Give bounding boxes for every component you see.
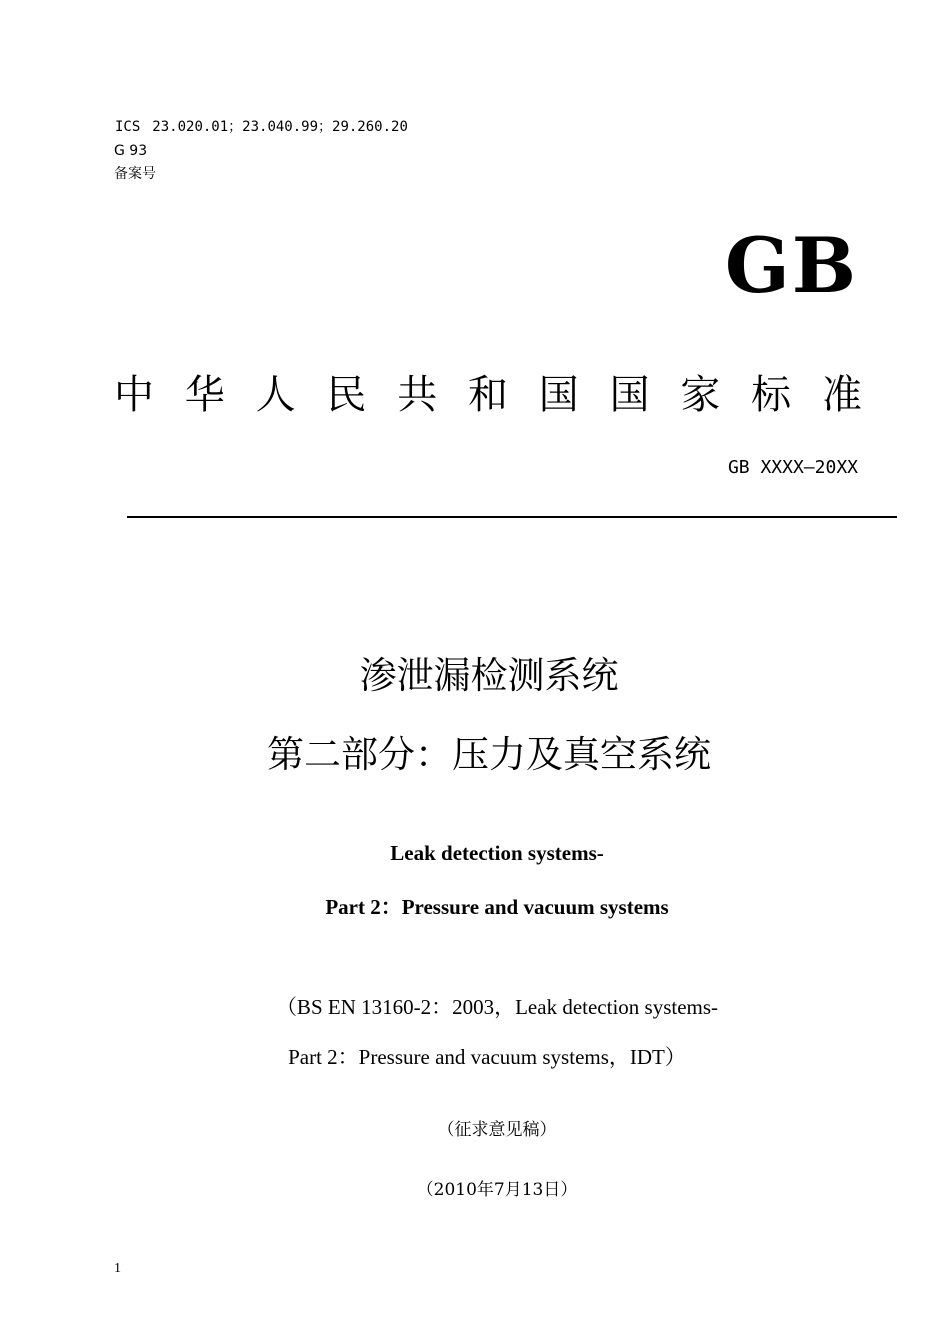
ccs-code: G 93 xyxy=(114,143,148,159)
national-title-char: 民 xyxy=(326,372,367,418)
header-divider xyxy=(127,516,897,518)
adoption-statement-line-2: Part 2：Pressure and vacuum systems，IDT） xyxy=(288,1045,686,1069)
national-title-char: 和 xyxy=(467,372,508,418)
national-title-char: 准 xyxy=(821,372,862,418)
national-title-char: 人 xyxy=(255,372,296,418)
national-title-char: 共 xyxy=(397,372,438,418)
ics-codes: 23.020.01；23.040.99；29.260.20 xyxy=(152,119,408,135)
gb-logo: GB xyxy=(724,221,858,310)
standard-number: GB XXXX—20XX xyxy=(727,457,858,478)
chinese-title-line-1: 渗泄漏检测系统 xyxy=(359,654,619,697)
draft-status: （征求意见稿） xyxy=(437,1120,557,1140)
ics-line xyxy=(115,116,408,136)
english-title-line-2: Part 2：Pressure and vacuum systems xyxy=(325,895,669,919)
chinese-title-line-2: 第二部分：压力及真空系统 xyxy=(267,733,711,776)
national-title-char: 标 xyxy=(751,372,792,418)
draft-date: （2010年7月13日） xyxy=(416,1180,578,1200)
national-title-char: 国 xyxy=(609,372,650,418)
adoption-statement-line-1: （BS EN 13160-2：2003，Leak detection systems- xyxy=(275,995,719,1019)
record-number-label: 备案号 xyxy=(114,166,156,182)
english-title-line-1: Leak detection systems- xyxy=(390,841,604,865)
ics-label: ICS xyxy=(115,119,141,135)
page-number: 1 xyxy=(114,1261,121,1276)
national-title-char: 家 xyxy=(680,372,721,418)
national-title-char: 中 xyxy=(114,372,154,418)
national-title-char: 国 xyxy=(538,372,579,418)
national-title-char: 华 xyxy=(184,372,225,418)
national-standard-title xyxy=(114,372,862,418)
